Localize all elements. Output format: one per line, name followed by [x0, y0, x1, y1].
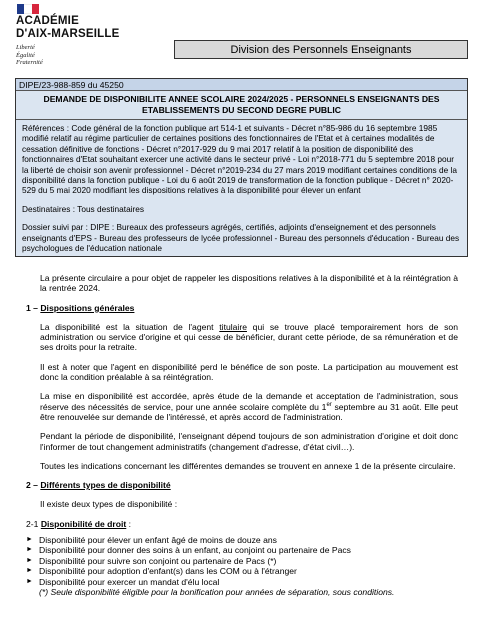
intro-paragraph: La présente circulaire a pour objet de rappeler les dispositions relatives à la disponibilité et à la réintégration à la rentrée 2024.	[40, 273, 458, 294]
p3-text-a: La mise en disponibilité est accordée, après étude de la demande et acceptation de l'administration, sous réserve des nécessités de service, pour une année scolaire complète du 1	[40, 391, 458, 412]
p1-text-b: qui se trouve placé temporairement hors de son administration ou service d'origine et qui cesse de bénéficier, durant cette période, de sa rémunération et de ses droits pour la retraite.	[40, 321, 458, 353]
disponibility-list	[26, 535, 458, 587]
paragraph-post-loss: Il est à noter que l'agent en disponibilité perd le bénéfice de son poste. La participation au mouvement est donc la condition préalable à sa réintégration.	[40, 361, 458, 383]
section-1-title: Dispositions générales	[40, 302, 135, 313]
triangle-bullet-icon: ►	[26, 546, 33, 554]
triangle-bullet-icon: ►	[26, 577, 33, 585]
footnote: (*) Seule disponibilité éligible pour la bonification pour années de séparation, sous conditions.	[39, 587, 395, 598]
legal-references: Références : Code général de la fonction publique art 514-1 et suivants - Décret n°85-986 du 16 septembre 1985 modifié relatif au régime particulier de certaines positions des fonctionnaires de l'Etat et à certaines modalités de cessation définitive de fonctions - Décret n°2017-929 du 9 mai 2017 relatif à la position de disponibilité des fonctionnaires d'Etat souhaitant exercer une activité dans le secteur privé - Loi n°2018-771 du 5 septembre 2018 pour la liberté de choisir son avenir professionnel - Décret n°2019-234 du 27 mars 2019 modifiant certaines conditions de la disponibilité dans la fonction publique - Loi du 6 août 2019 de transformation de la fonction publique - Décret n° 2020-529 du 5 mai 2020 modifiant les dispositions relatives à la disponibilité pour élever un enfant	[22, 123, 458, 196]
subsection-2-1-heading	[26, 519, 458, 529]
followed-by: Dossier suivi par : DIPE : Bureaux des professeurs agrégés, certifiés, adjoints d'enseignement et des personnels enseignants d'EPS - Bureau des professeurs de lycée professionnel - Bureau des personnels d'éducation - Bureau des psychologues de l'éducation nationale	[22, 222, 460, 254]
section-2-number: 2 –	[26, 480, 41, 491]
triangle-bullet-icon: ►	[26, 567, 33, 575]
section-2-title: Différents types de disponibilité	[40, 480, 171, 491]
reference-block	[15, 78, 468, 257]
paragraph-types: Il existe deux types de disponibilité :	[40, 499, 178, 510]
list-item-text: Disponibilité pour suivre son conjoint ou partenaire de Pacs (*)	[39, 555, 277, 566]
recipients: Destinataires : Tous destinataires	[22, 203, 145, 214]
list-item-text: Disponibilité pour adoption d'enfant(s) dans les COM ou à l'étranger	[39, 566, 297, 577]
main-content	[26, 273, 458, 597]
motto-liberte: Liberté	[16, 44, 35, 51]
logo-line-2: D'AIX-MARSEILLE	[16, 28, 120, 40]
motto-egalite: Égalité	[16, 51, 35, 59]
academy-logo	[16, 4, 166, 67]
reference-id: DIPE/23-988-859 du 45250	[16, 79, 467, 91]
p1-underlined: titulaire	[219, 321, 247, 332]
subsection-2-1-title: Disponibilité de droit	[40, 518, 127, 529]
list-item	[26, 535, 458, 545]
logo-line-1: ACADÉMIE	[16, 15, 79, 27]
marianne-flag-icon	[17, 4, 39, 14]
list-item	[26, 577, 458, 587]
subsection-2-1-suffix: :	[126, 518, 132, 529]
list-item-text: Disponibilité pour exercer un mandat d'élu local	[39, 576, 220, 587]
list-item-text: Disponibilité pour élever un enfant âgé de moins de douze ans	[39, 535, 277, 546]
list-item	[26, 545, 458, 555]
section-2-heading	[26, 480, 458, 490]
paragraph-annex: Toutes les indications concernant les différentes demandes se trouvent en annexe 1 de la présente circulaire.	[40, 460, 456, 471]
paragraph-granting	[26, 391, 458, 422]
section-1-number: 1 –	[26, 302, 41, 313]
paragraph-dependency: Pendant la période de disponibilité, l'enseignant dépend toujours de son administration d'origine et doit donc l'informer de tout changement administratifs (changement d'adresse, d'état civil…).	[40, 431, 458, 452]
motto	[16, 44, 166, 67]
p3-sup: er	[326, 401, 332, 408]
division-title: Division des Personnels Enseignants	[174, 40, 468, 59]
subsection-2-1-number: 2-1	[26, 518, 41, 529]
triangle-bullet-icon: ►	[26, 556, 33, 564]
paragraph-definition	[26, 322, 458, 353]
motto-fraternite: Fraternité	[16, 59, 43, 66]
p3-text-b: septembre au 31 août. Elle peut être renouvelée sur demande de l'intéressé, et après accord de l'administration.	[40, 401, 458, 422]
reference-body	[16, 120, 467, 256]
list-item	[26, 556, 458, 566]
section-1-heading	[26, 303, 458, 313]
circular-title: DEMANDE DE DISPONIBILITE ANNEE SCOLAIRE 2024/2025 - PERSONNELS ENSEIGNANTS DES ETABLISSEMENTS DU SECOND DEGRE PUBLIC	[16, 91, 467, 120]
triangle-bullet-icon: ►	[26, 536, 33, 544]
list-item-text: Disponibilité pour donner des soins à un enfant, au conjoint ou partenaire de Pacs	[39, 545, 351, 556]
p1-text-a: La disponibilité est la situation de l'agent	[40, 321, 220, 332]
list-item	[26, 566, 458, 576]
